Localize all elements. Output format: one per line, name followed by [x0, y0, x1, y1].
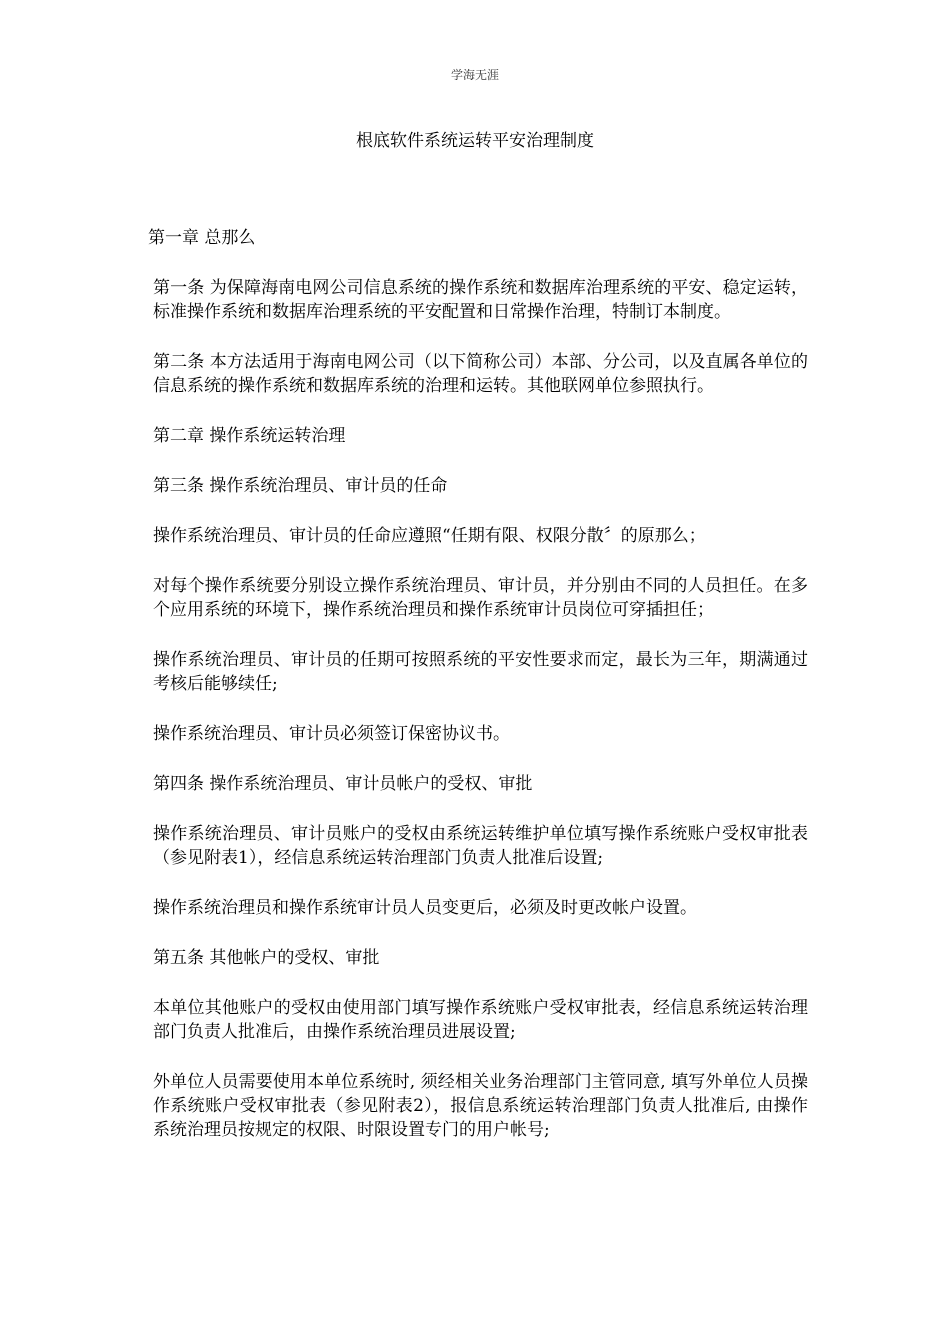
article-paragraph: 操作系统治理员、审计员账户的受权由系统运转维护单位填写操作系统账户受权审批表（参见附表1），经信息系统运转治理部门负责人批准后设置;: [153, 824, 808, 868]
article-paragraph: 第一条 为保障海南电网公司信息系统的操作系统和数据库治理系统的平安、稳定运转，标准操作系统和数据库治理系统的平安配置和日常操作治理，特制订本制度。: [153, 278, 808, 322]
chapter-heading: 第一章 总那么: [148, 228, 256, 248]
article-paragraph: 操作系统治理员和操作系统审计员人员变更后，必须及时更改帐户设置。: [153, 898, 697, 918]
article-paragraph: 第二条 本方法适用于海南电网公司（以下简称公司）本部、分公司，以及直属各单位的信息系统的操作系统和数据库系统的治理和运转。其他联网单位参照执行。: [153, 352, 808, 396]
article-paragraph: 外单位人员需要使用本单位系统时, 须经相关业务治理部门主管同意, 填写外单位人员操作系统账户受权审批表（参见附表2），报信息系统运转治理部门负责人批准后, 由操作系统治理员按规定的权限、时限设置专门的用户帐号;: [153, 1072, 808, 1140]
article-paragraph: 操作系统治理员、审计员必须签订保密协议书。: [153, 724, 510, 744]
page-header: 学海无涯: [450, 68, 499, 82]
chapter-heading: 第二章 操作系统运转治理: [153, 426, 346, 446]
article-heading: 第三条 操作系统治理员、审计员的任命: [153, 476, 448, 496]
document-title: 根底软件系统运转平安治理制度: [356, 131, 594, 151]
article-paragraph: 操作系统治理员、审计员的任命应遵照“任期有限、权限分散〞的原那么；: [153, 526, 706, 546]
article-heading: 第五条 其他帐户的受权、审批: [153, 948, 380, 968]
article-paragraph: 本单位其他账户的受权由使用部门填写操作系统账户受权审批表，经信息系统运转治理部门负责人批准后，由操作系统治理员进展设置;: [153, 998, 808, 1042]
article-paragraph: 操作系统治理员、审计员的任期可按照系统的平安性要求而定，最长为三年，期满通过考核后能够续任;: [153, 650, 808, 694]
article-heading: 第四条 操作系统治理员、审计员帐户的受权、审批: [153, 774, 533, 794]
document-body: [148, 226, 808, 1168]
article-paragraph: 对每个操作系统要分别设立操作系统治理员、审计员，并分别由不同的人员担任。在多个应用系统的环境下，操作系统治理员和操作系统审计员岗位可穿插担任；: [153, 576, 808, 620]
